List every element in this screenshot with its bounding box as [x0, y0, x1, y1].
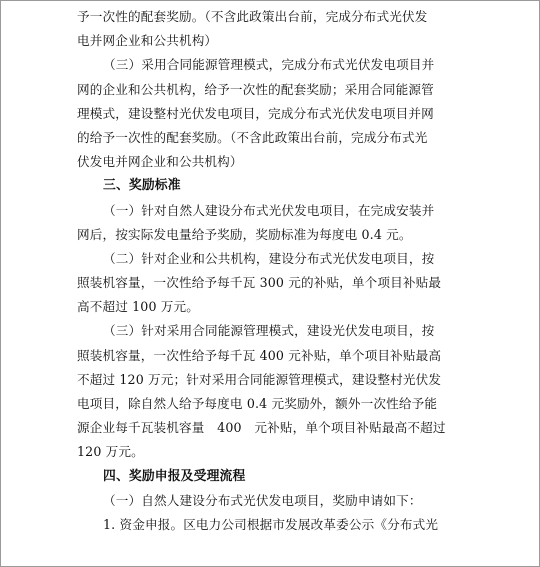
text-line: 照装机容量，一次性给予每千瓦 300 元的补贴，单个项目补贴最	[77, 275, 442, 291]
section-heading: 四、奖励申报及受理流程	[103, 468, 246, 484]
text-line: 120 万元。	[77, 444, 144, 460]
text-line: 照装机容量，一次性给予每千瓦 400 元补贴，单个项目补贴最高	[77, 347, 442, 363]
text-line: 予一次性的配套奖励。（不含此政策出台前，完成分布式光伏发	[77, 9, 428, 24]
text-line: 电并网企业和公共机构）	[77, 33, 218, 49]
text-line: （一）针对自然人建设分布式光伏发电项目，在完成安装并	[103, 202, 435, 218]
text-line: 1. 资金申报。区电力公司根据市发展改革委公示《分布式光	[103, 516, 439, 532]
text-line: （一）自然人建设分布式光伏发电项目，奖励申请如下：	[103, 492, 422, 508]
text-line: 高不超过 100 万元。	[77, 299, 200, 315]
text-line: 网的企业和公共机构，给予一次性的配套奖励；采用合同能源管	[77, 81, 434, 97]
text-line: （三）针对采用合同能源管理模式，建设光伏发电项目，按	[103, 323, 435, 339]
text-line: （三）采用合同能源管理模式，完成分布式光伏发电项目并	[103, 57, 435, 73]
text-line: 源企业每千瓦装机容量 400 元补贴，单个项目补贴最高不超过	[77, 420, 446, 436]
text-line: 电项目，除自然人给予每度电 0.4 元奖励外，额外一次性给予能	[77, 396, 438, 411]
text-line: 理模式，建设整村光伏发电项目，完成分布式光伏发电项目并网	[77, 105, 434, 121]
text-line: 的给予一次性的配套奖励。（不含此政策出台前，完成分布式光	[77, 129, 428, 145]
text-line: 网后，按实际发电量给予奖励，奖励标准为每度电 0.4 元。	[77, 226, 412, 242]
document-body	[77, 5, 477, 537]
text-line: （二）针对企业和公共机构，建设分布式光伏发电项目，按	[103, 250, 435, 266]
text-line: 不超过 120 万元；针对采用合同能源管理模式，建设整村光伏发	[77, 371, 442, 387]
text-line: 伏发电并网企业和公共机构）	[77, 154, 243, 170]
section-heading: 三、奖励标准	[103, 178, 181, 194]
